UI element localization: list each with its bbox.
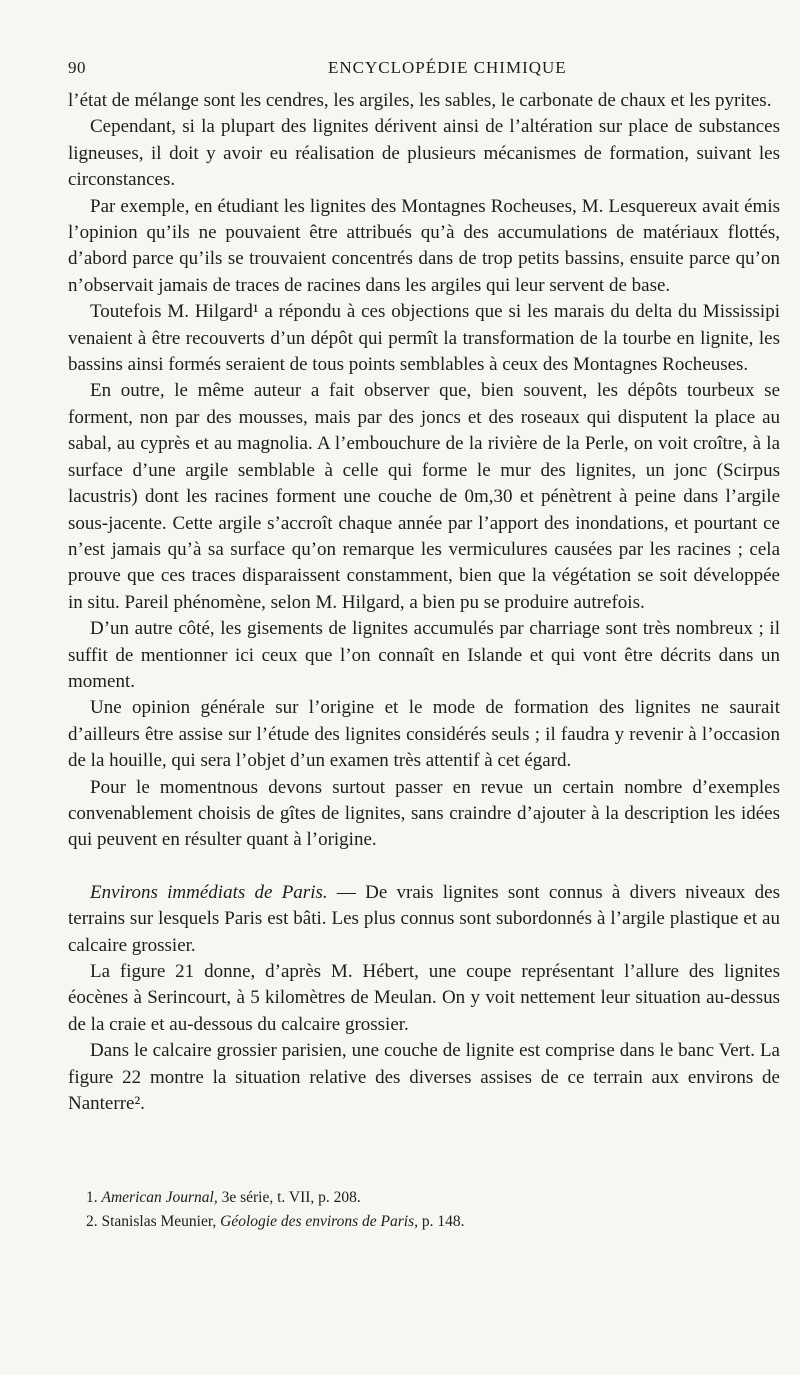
section-title: Environs immédiats de Paris.	[90, 881, 328, 903]
page-header	[68, 58, 780, 84]
paragraph: l’état de mélange sont les cendres, les argiles, les sables, le carbonate de chaux et les pyrites.	[68, 90, 772, 111]
paragraph: Toutefois M. Hilgard¹ a répondu à ces objections que si les marais du delta du Mississipi venaient à être recouverts d’un dépôt qui permît la transformation de la tourbe en lignite, les bassins ainsi formés seraient de tous points semblables à ceux des Montagnes Rocheuses.	[68, 301, 780, 376]
page-number: 90	[68, 58, 86, 77]
body-text	[68, 88, 780, 1117]
footnote	[86, 1210, 766, 1234]
footnote-detail: p. 148.	[418, 1213, 465, 1230]
footnote-number: 1.	[86, 1189, 98, 1206]
paragraph: Par exemple, en étudiant les lignites des Montagnes Rocheuses, M. Lesquereux avait émis l’opinion qu’ils ne pouvaient être attribués qu’à des accumulations de matériaux flottés, d’abord parce qu’ils se trouvaient concentrés dans de trop petits bassins, ensuite parce qu’on n’observait jamais de traces de racines dans les argiles qui leur servent de base.	[68, 195, 780, 296]
paragraph: D’un autre côté, les gisements de lignites accumulés par charriage sont très nombreux ; il suffit de mentionner ici ceux que l’on connaît en Islande et qui vont être décrits dans un moment.	[68, 618, 780, 692]
footnotes	[86, 1186, 766, 1234]
paragraph: Pour le momentnous devons surtout passer en revue un certain nombre d’exemples convenablement choisis de gîtes de lignites, sans craindre d’ajouter à la description les idées qui peuvent en résulter quant à l’origine.	[68, 776, 780, 851]
footnote-detail: 3e série, t. VII, p. 208.	[217, 1189, 361, 1206]
section-dash: —	[327, 881, 366, 903]
running-title: ENCYCLOPÉDIE CHIMIQUE	[328, 58, 567, 77]
section-text: De vrais lignites sont connus à divers niveaux des terrains sur lesquels Paris est bâti. Les plus connus sont subordonnés à l’argile plastique et au calcaire grossier.	[68, 881, 780, 956]
footnote-number: 2.	[86, 1213, 98, 1230]
footnote	[86, 1186, 766, 1210]
footnote-author: Stanislas Meunier,	[101, 1213, 221, 1230]
paragraph: En outre, le même auteur a fait observer que, bien souvent, les dépôts tourbeux se forment, non par des mousses, mais par des joncs et des roseaux qui disputent la place au sabal, au cyprès et au magnolia. A l’embouchure de la rivière de la Perle, on voit croître, à la surface d’une argile semblable à celle qui forme le mur des lignites, un jonc (Scirpus lacustris) dont les racines forment une couche de 0m,30 et pénètrent à peine dans l’argile sous-jacente. Cette argile s’accroît chaque année par l’apport des inondations, et pourtant ce n’est jamais qu’à sa surface qu’on remarque les vermiculures causées par les racines ; cela prouve que ces traces disparaissent constamment, bien que la végétation se soit développée in situ. Pareil phénomène, selon M. Hilgard, a bien pu se produire autrefois.	[68, 380, 780, 613]
paragraph: Une opinion générale sur l’origine et le mode de formation des lignites ne saurait d’ailleurs être assise sur l’étude des lignites considérés seuls ; il faudra y revenir à l’occasion de la houille, qui sera l’objet d’un examen très attentif à cet égard.	[68, 697, 780, 772]
paragraph: Dans le calcaire grossier parisien, une couche de lignite est comprise dans le banc Vert. La figure 22 montre la situation relative des diverses assises de ce terrain aux environs de Nanterre².	[68, 1040, 780, 1115]
footnote-source: American Journal,	[101, 1189, 218, 1206]
paragraph: La figure 21 donne, d’après M. Hébert, une coupe représentant l’allure des lignites éocènes à Serincourt, à 5 kilomètres de Meulan. On y voit nettement leur situation au-dessus de la craie et au-dessous du calcaire grossier.	[68, 961, 780, 1035]
section-paragraph	[68, 880, 780, 959]
paragraph: Cependant, si la plupart des lignites dérivent ainsi de l’altération sur place de substances ligneuses, il doit y avoir eu réalisation de plusieurs mécanismes de formation, suivant les circonstances.	[68, 116, 780, 191]
footnote-source: Géologie des environs de Paris,	[220, 1213, 419, 1230]
